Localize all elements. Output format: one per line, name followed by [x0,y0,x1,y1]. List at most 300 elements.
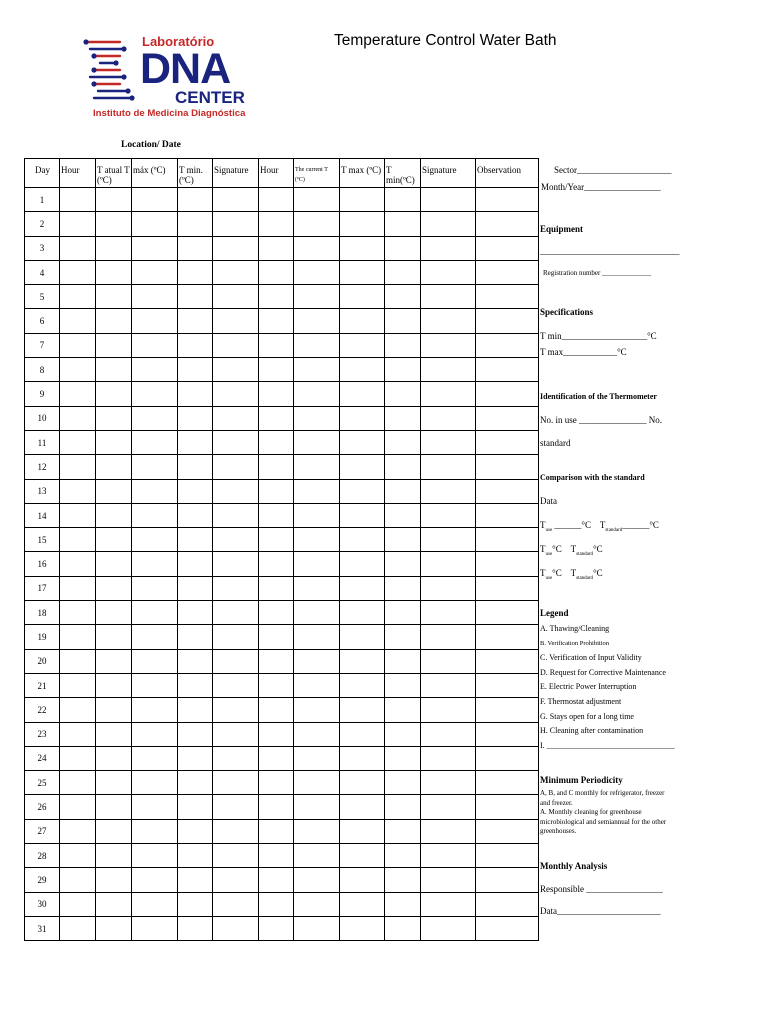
entry-cell[interactable] [132,309,178,333]
entry-cell[interactable] [132,746,178,770]
entry-cell[interactable] [132,333,178,357]
entry-cell[interactable] [132,844,178,868]
entry-cell[interactable] [259,819,294,843]
entry-cell[interactable] [132,552,178,576]
entry-cell[interactable] [213,892,259,916]
entry-cell[interactable] [60,649,96,673]
entry-cell[interactable] [60,503,96,527]
entry-cell[interactable] [96,552,132,576]
entry-cell[interactable] [213,601,259,625]
entry-cell[interactable] [96,673,132,697]
entry-cell[interactable] [340,188,385,212]
entry-cell[interactable] [213,916,259,940]
entry-cell[interactable] [60,722,96,746]
entry-cell[interactable] [259,406,294,430]
entry-cell[interactable] [476,916,539,940]
entry-cell[interactable] [60,309,96,333]
entry-cell[interactable] [213,333,259,357]
entry-cell[interactable] [259,455,294,479]
entry-cell[interactable] [96,285,132,309]
entry-cell[interactable] [476,479,539,503]
entry-cell[interactable] [132,503,178,527]
entry-cell[interactable] [385,649,421,673]
entry-cell[interactable] [178,722,213,746]
entry-cell[interactable] [476,285,539,309]
entry-cell[interactable] [476,673,539,697]
entry-cell[interactable] [132,455,178,479]
entry-cell[interactable] [476,406,539,430]
registration-field[interactable]: Registration number ______________ [543,269,652,277]
entry-cell[interactable] [96,868,132,892]
entry-cell[interactable] [294,188,340,212]
entry-cell[interactable] [178,285,213,309]
entry-cell[interactable] [60,698,96,722]
entry-cell[interactable] [421,819,476,843]
entry-cell[interactable] [259,479,294,503]
entry-cell[interactable] [96,188,132,212]
entry-cell[interactable] [259,576,294,600]
entry-cell[interactable] [60,625,96,649]
entry-cell[interactable] [213,260,259,284]
entry-cell[interactable] [60,673,96,697]
entry-cell[interactable] [421,868,476,892]
entry-cell[interactable] [259,358,294,382]
entry-cell[interactable] [132,771,178,795]
entry-cell[interactable] [96,455,132,479]
entry-cell[interactable] [259,916,294,940]
entry-cell[interactable] [132,868,178,892]
entry-cell[interactable] [385,503,421,527]
entry-cell[interactable] [132,722,178,746]
entry-cell[interactable] [294,673,340,697]
entry-cell[interactable] [60,382,96,406]
entry-cell[interactable] [421,601,476,625]
entry-cell[interactable] [421,479,476,503]
entry-cell[interactable] [476,649,539,673]
entry-cell[interactable] [213,236,259,260]
entry-cell[interactable] [213,722,259,746]
entry-cell[interactable] [60,844,96,868]
entry-cell[interactable] [476,333,539,357]
entry-cell[interactable] [213,552,259,576]
entry-cell[interactable] [294,552,340,576]
entry-cell[interactable] [178,795,213,819]
entry-cell[interactable] [96,479,132,503]
entry-cell[interactable] [178,673,213,697]
entry-cell[interactable] [178,260,213,284]
entry-cell[interactable] [340,285,385,309]
entry-cell[interactable] [385,746,421,770]
entry-cell[interactable] [294,625,340,649]
entry-cell[interactable] [132,358,178,382]
entry-cell[interactable] [96,844,132,868]
entry-cell[interactable] [96,382,132,406]
entry-cell[interactable] [294,503,340,527]
entry-cell[interactable] [60,795,96,819]
entry-cell[interactable] [476,625,539,649]
entry-cell[interactable] [340,673,385,697]
entry-cell[interactable] [213,673,259,697]
entry-cell[interactable] [60,746,96,770]
entry-cell[interactable] [259,552,294,576]
entry-cell[interactable] [476,601,539,625]
comparison-row-1[interactable] [540,520,760,533]
entry-cell[interactable] [421,188,476,212]
entry-cell[interactable] [421,698,476,722]
entry-cell[interactable] [421,309,476,333]
entry-cell[interactable] [421,746,476,770]
entry-cell[interactable] [60,892,96,916]
month-year-field[interactable]: Month/Year_________________ [541,182,661,192]
entry-cell[interactable] [178,552,213,576]
entry-cell[interactable] [259,649,294,673]
entry-cell[interactable] [259,771,294,795]
entry-cell[interactable] [340,916,385,940]
entry-cell[interactable] [178,916,213,940]
entry-cell[interactable] [178,649,213,673]
entry-cell[interactable] [132,576,178,600]
entry-cell[interactable] [178,430,213,454]
entry-cell[interactable] [294,430,340,454]
entry-cell[interactable] [213,455,259,479]
entry-cell[interactable] [476,188,539,212]
entry-cell[interactable] [476,576,539,600]
entry-cell[interactable] [421,722,476,746]
entry-cell[interactable] [213,771,259,795]
entry-cell[interactable] [259,625,294,649]
entry-cell[interactable] [213,358,259,382]
entry-cell[interactable] [259,260,294,284]
entry-cell[interactable] [60,430,96,454]
entry-cell[interactable] [340,576,385,600]
entry-cell[interactable] [213,698,259,722]
entry-cell[interactable] [213,844,259,868]
entry-cell[interactable] [60,479,96,503]
entry-cell[interactable] [96,309,132,333]
entry-cell[interactable] [60,358,96,382]
entry-cell[interactable] [421,625,476,649]
entry-cell[interactable] [60,236,96,260]
entry-cell[interactable] [340,844,385,868]
entry-cell[interactable] [385,212,421,236]
sector-field[interactable]: Sector_____________________ [554,165,672,175]
entry-cell[interactable] [60,455,96,479]
entry-cell[interactable] [132,479,178,503]
entry-cell[interactable] [294,455,340,479]
entry-cell[interactable] [476,358,539,382]
entry-cell[interactable] [259,236,294,260]
entry-cell[interactable] [178,479,213,503]
entry-cell[interactable] [385,479,421,503]
entry-cell[interactable] [96,260,132,284]
entry-cell[interactable] [294,406,340,430]
equipment-field[interactable]: _______________________________ [540,246,680,256]
entry-cell[interactable] [96,430,132,454]
entry-cell[interactable] [385,236,421,260]
entry-cell[interactable] [385,576,421,600]
entry-cell[interactable] [476,844,539,868]
entry-cell[interactable] [294,601,340,625]
entry-cell[interactable] [385,285,421,309]
entry-cell[interactable] [60,601,96,625]
entry-cell[interactable] [178,625,213,649]
entry-cell[interactable] [340,333,385,357]
t-max-field[interactable]: T max____________°C [540,347,627,357]
entry-cell[interactable] [476,868,539,892]
entry-cell[interactable] [340,819,385,843]
data-field[interactable]: Data_______________________ [540,906,661,916]
entry-cell[interactable] [96,698,132,722]
entry-cell[interactable] [132,819,178,843]
no-in-use-field[interactable]: No. in use _______________ No. [540,415,662,425]
entry-cell[interactable] [340,698,385,722]
entry-cell[interactable] [421,503,476,527]
entry-cell[interactable] [476,552,539,576]
entry-cell[interactable] [178,188,213,212]
entry-cell[interactable] [213,795,259,819]
entry-cell[interactable] [294,649,340,673]
entry-cell[interactable] [294,722,340,746]
entry-cell[interactable] [259,698,294,722]
entry-cell[interactable] [476,819,539,843]
entry-cell[interactable] [421,552,476,576]
entry-cell[interactable] [294,746,340,770]
entry-cell[interactable] [294,260,340,284]
entry-cell[interactable] [96,576,132,600]
entry-cell[interactable] [213,382,259,406]
entry-cell[interactable] [96,795,132,819]
entry-cell[interactable] [60,552,96,576]
entry-cell[interactable] [421,333,476,357]
entry-cell[interactable] [178,528,213,552]
entry-cell[interactable] [385,260,421,284]
entry-cell[interactable] [60,528,96,552]
entry-cell[interactable] [96,916,132,940]
entry-cell[interactable] [421,673,476,697]
entry-cell[interactable] [421,771,476,795]
comparison-row-3[interactable] [540,568,760,581]
entry-cell[interactable] [340,430,385,454]
entry-cell[interactable] [178,844,213,868]
entry-cell[interactable] [178,358,213,382]
entry-cell[interactable] [385,188,421,212]
entry-cell[interactable] [213,503,259,527]
entry-cell[interactable] [259,430,294,454]
t-min-field[interactable]: T min___________________°C [540,331,657,341]
entry-cell[interactable] [476,698,539,722]
entry-cell[interactable] [132,601,178,625]
entry-cell[interactable] [421,844,476,868]
entry-cell[interactable] [476,771,539,795]
entry-cell[interactable] [96,358,132,382]
entry-cell[interactable] [385,722,421,746]
entry-cell[interactable] [476,430,539,454]
entry-cell[interactable] [476,795,539,819]
entry-cell[interactable] [132,892,178,916]
entry-cell[interactable] [421,892,476,916]
entry-cell[interactable] [60,285,96,309]
entry-cell[interactable] [385,916,421,940]
comparison-row-2[interactable] [540,544,760,557]
entry-cell[interactable] [259,892,294,916]
entry-cell[interactable] [259,746,294,770]
entry-cell[interactable] [340,455,385,479]
entry-cell[interactable] [259,601,294,625]
entry-cell[interactable] [178,333,213,357]
entry-cell[interactable] [476,236,539,260]
entry-cell[interactable] [259,795,294,819]
entry-cell[interactable] [385,528,421,552]
entry-cell[interactable] [385,455,421,479]
entry-cell[interactable] [294,698,340,722]
entry-cell[interactable] [340,528,385,552]
entry-cell[interactable] [385,698,421,722]
entry-cell[interactable] [60,868,96,892]
entry-cell[interactable] [294,819,340,843]
entry-cell[interactable] [213,746,259,770]
entry-cell[interactable] [421,455,476,479]
entry-cell[interactable] [476,892,539,916]
entry-cell[interactable] [213,649,259,673]
entry-cell[interactable] [476,455,539,479]
entry-cell[interactable] [96,406,132,430]
entry-cell[interactable] [385,795,421,819]
entry-cell[interactable] [213,576,259,600]
entry-cell[interactable] [96,771,132,795]
entry-cell[interactable] [294,892,340,916]
entry-cell[interactable] [132,795,178,819]
entry-cell[interactable] [132,382,178,406]
entry-cell[interactable] [96,601,132,625]
entry-cell[interactable] [60,406,96,430]
entry-cell[interactable] [385,601,421,625]
entry-cell[interactable] [421,576,476,600]
entry-cell[interactable] [132,649,178,673]
entry-cell[interactable] [96,212,132,236]
entry-cell[interactable] [340,236,385,260]
entry-cell[interactable] [259,188,294,212]
entry-cell[interactable] [476,212,539,236]
entry-cell[interactable] [213,212,259,236]
entry-cell[interactable] [385,309,421,333]
entry-cell[interactable] [178,892,213,916]
entry-cell[interactable] [213,479,259,503]
entry-cell[interactable] [294,844,340,868]
entry-cell[interactable] [294,236,340,260]
entry-cell[interactable] [294,528,340,552]
entry-cell[interactable] [294,285,340,309]
entry-cell[interactable] [385,382,421,406]
entry-cell[interactable] [340,625,385,649]
entry-cell[interactable] [178,309,213,333]
entry-cell[interactable] [294,771,340,795]
entry-cell[interactable] [132,188,178,212]
entry-cell[interactable] [259,528,294,552]
entry-cell[interactable] [340,406,385,430]
entry-cell[interactable] [294,868,340,892]
entry-cell[interactable] [385,552,421,576]
entry-cell[interactable] [294,358,340,382]
entry-cell[interactable] [476,722,539,746]
entry-cell[interactable] [213,625,259,649]
entry-cell[interactable] [213,819,259,843]
entry-cell[interactable] [340,382,385,406]
entry-cell[interactable] [421,406,476,430]
entry-cell[interactable] [60,819,96,843]
entry-cell[interactable] [60,916,96,940]
entry-cell[interactable] [259,722,294,746]
entry-cell[interactable] [178,576,213,600]
entry-cell[interactable] [476,746,539,770]
entry-cell[interactable] [385,625,421,649]
entry-cell[interactable] [213,430,259,454]
entry-cell[interactable] [340,649,385,673]
entry-cell[interactable] [421,795,476,819]
entry-cell[interactable] [96,892,132,916]
entry-cell[interactable] [385,771,421,795]
entry-cell[interactable] [259,844,294,868]
entry-cell[interactable] [421,528,476,552]
entry-cell[interactable] [385,844,421,868]
entry-cell[interactable] [340,746,385,770]
entry-cell[interactable] [60,188,96,212]
entry-cell[interactable] [385,358,421,382]
entry-cell[interactable] [421,236,476,260]
entry-cell[interactable] [421,260,476,284]
entry-cell[interactable] [421,382,476,406]
entry-cell[interactable] [385,406,421,430]
entry-cell[interactable] [421,358,476,382]
entry-cell[interactable] [421,212,476,236]
entry-cell[interactable] [259,868,294,892]
entry-cell[interactable] [213,285,259,309]
entry-cell[interactable] [294,309,340,333]
entry-cell[interactable] [385,673,421,697]
entry-cell[interactable] [132,260,178,284]
entry-cell[interactable] [60,333,96,357]
entry-cell[interactable] [476,528,539,552]
entry-cell[interactable] [96,333,132,357]
entry-cell[interactable] [259,503,294,527]
entry-cell[interactable] [340,601,385,625]
entry-cell[interactable] [259,333,294,357]
entry-cell[interactable] [340,503,385,527]
entry-cell[interactable] [178,503,213,527]
entry-cell[interactable] [340,309,385,333]
entry-cell[interactable] [340,552,385,576]
entry-cell[interactable] [340,892,385,916]
entry-cell[interactable] [340,358,385,382]
entry-cell[interactable] [178,455,213,479]
entry-cell[interactable] [132,236,178,260]
entry-cell[interactable] [178,382,213,406]
entry-cell[interactable] [178,236,213,260]
entry-cell[interactable] [294,333,340,357]
entry-cell[interactable] [178,868,213,892]
legend-item[interactable]: I. ________________________________ [540,740,675,750]
entry-cell[interactable] [132,406,178,430]
entry-cell[interactable] [132,698,178,722]
entry-cell[interactable] [213,309,259,333]
entry-cell[interactable] [132,673,178,697]
entry-cell[interactable] [60,212,96,236]
entry-cell[interactable] [385,892,421,916]
entry-cell[interactable] [96,819,132,843]
entry-cell[interactable] [340,795,385,819]
entry-cell[interactable] [178,212,213,236]
entry-cell[interactable] [132,528,178,552]
entry-cell[interactable] [294,795,340,819]
